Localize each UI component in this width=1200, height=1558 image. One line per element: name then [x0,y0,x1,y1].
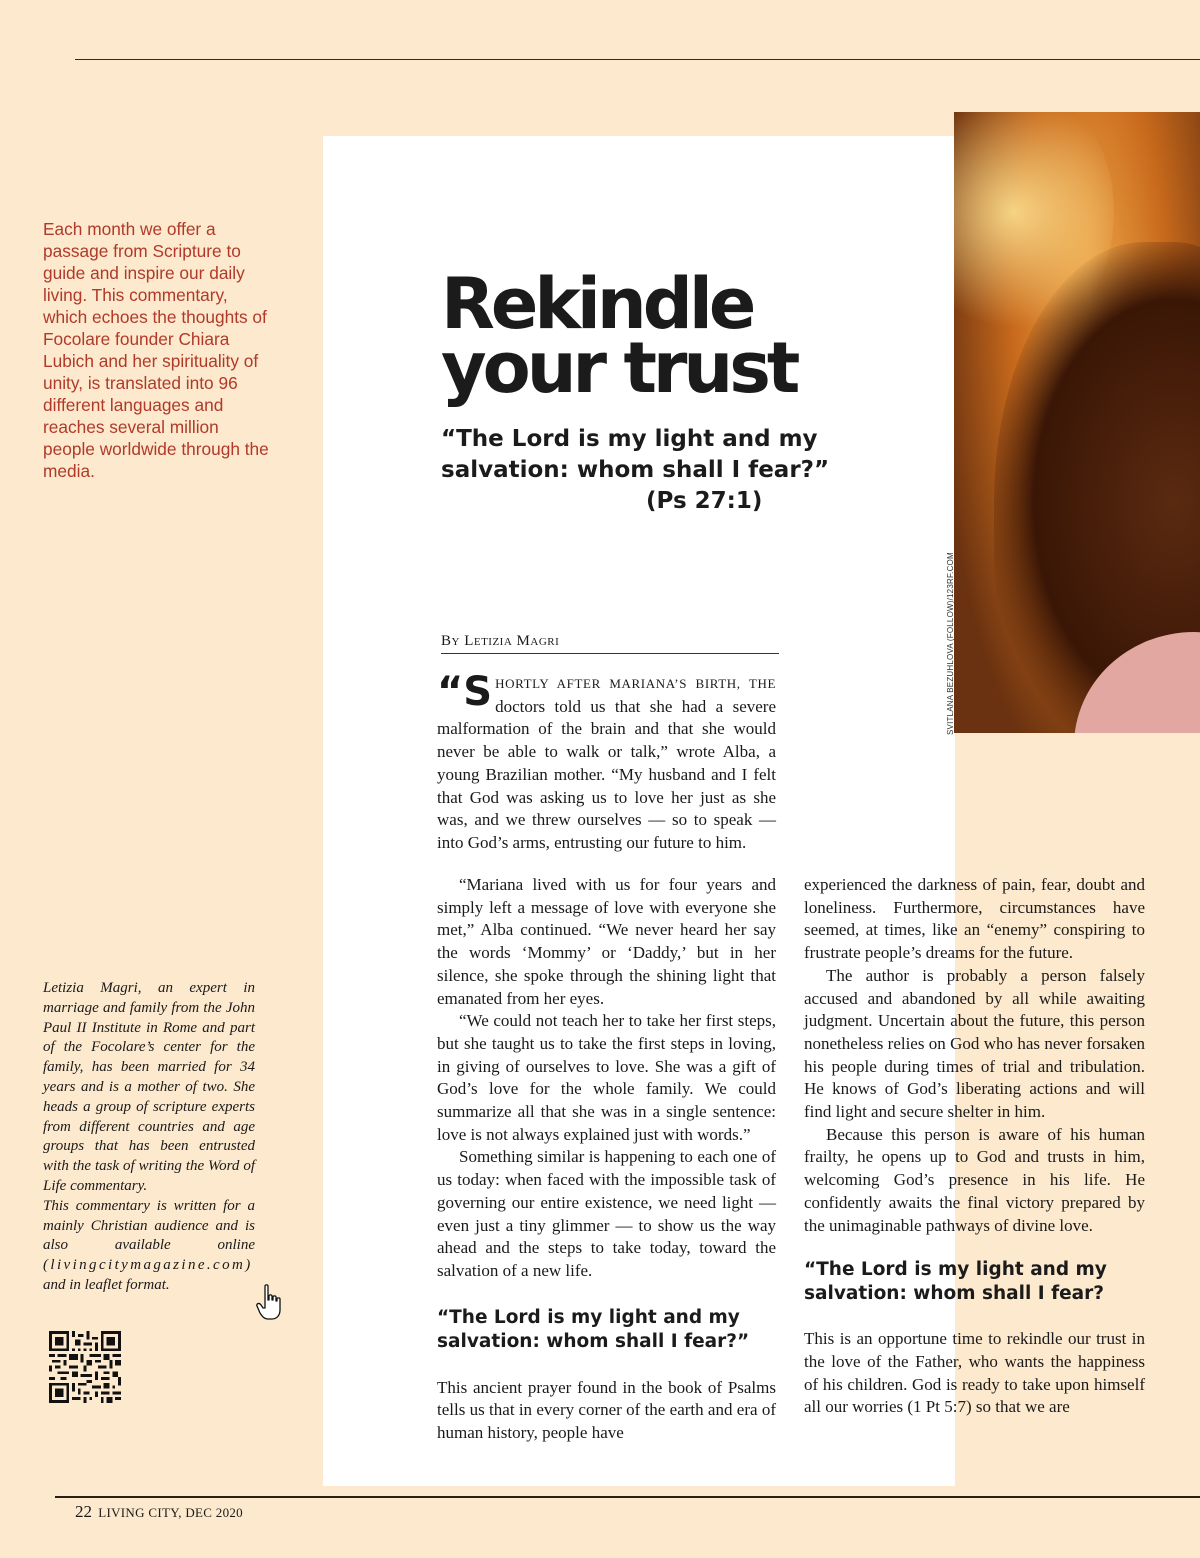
paragraph: Because this person is aware of his human frailty, he opens up to God and trusts in him, welcoming God’s presence in his life. He confidently awaits the final victory prepared by the unimaginable pathways of divine love. [804,1124,1145,1235]
paragraph: “Mariana lived with us for four years and simply left a message of love with everyone she met,” Alba continued. “We never heard her say the words ‘Mommy’ or ‘Daddy,’ but in her silence, she spoke through the shining light that emanated from her eyes. [437,875,776,1008]
hand-pointer-icon [256,1284,284,1322]
bottom-rule [55,1496,1200,1498]
publication-info: LIVING CITY, DEC 2020 [98,1505,243,1520]
intro-blurb: Each month we offer a passage from Scripture to guide and inspire our daily living. This commentary, which echoes the thoughts of Focolare founder Chiara Lubich and her spirituality of unity, is translated into 96 different languages and reaches several million people worldwide through the media. [43,219,269,481]
byline: By Letizia Magri [441,633,779,654]
lead-small-caps: HORTLY AFTER MARIANA’S BIRTH, THE [495,676,776,691]
paragraph: This ancient prayer found in the book of Psalms tells us that in every corner of the earth and era of human history, people have [437,1377,776,1443]
bio-availability: This commentary is written for a mainly Christian audience and is also available online [43,1197,255,1254]
article-subtitle [441,424,911,517]
drop-cap: “S [437,669,493,715]
column-1 [437,874,776,1445]
paragraph: “We could not teach her to take her first steps, but she taught us to take the first steps in loving, in giving of ourselves to love. She was a gift of God’s love for the whole family. We could summarize all that she was in a single sentence: love is not always explained just with words.” [437,1011,776,1144]
title-line-1: Rekindle [441,263,753,345]
top-rule [75,59,1200,60]
photo-credit: SVITLANA BEZUHLOVA (FOLLOW)/123RF.COM [946,552,955,735]
section-heading: “The Lord is my light and my salvation: whom shall I fear? [804,1259,1107,1305]
lead-paragraph [437,669,776,855]
paragraph: experienced the darkness of pain, fear, doubt and loneliness. Furthermore, circumstances have seemed, at times, like an “enemy” conspiring to frustrate people’s dreams for the future. [804,875,1145,963]
lead-text: doctors told us that she had a severe malformation of the brain and that she would never be able to walk or talk,” wrote Alba, a young Brazilian mother. “My husband and I felt that God was asking us to love her just as she was, and we threw ourselves — so to speak — into God’s arms, entrusting our future to him. [437,696,776,852]
bio-format: and in leaflet format. [43,1276,170,1293]
author-bio [43,979,255,1296]
paragraph: Something similar is happening to each one of us today: when faced with the impossible task of governing our entire existence, we need light — even just a tiny glimmer — to show us the way ahead and the steps to take today, toward the salvation of a new life. [437,1147,776,1280]
page-footer [75,1502,243,1522]
scripture-reference: (Ps 27:1) [646,488,763,514]
paragraph: This is an opportune time to rekindle our trust in the love of the Father, who wants the happiness of his children. God is ready to take upon himself all our worries (1 Pt 5:7) so that we are [804,1329,1145,1417]
article-title [441,263,921,409]
page-number: 22 [75,1502,92,1521]
subtitle-quote: “The Lord is my light and my salvation: whom shall I fear?” [441,426,830,483]
paragraph: The author is probably a person falsely accused and abandoned by all while awaiting judgment. Uncertain about the future, this person nonetheless relies on God who has never forsaken his people during times of trial and tribulation. He knows of God’s liberating actions and will find light and secure shelter in him. [804,965,1145,1122]
title-line-2: your trust [441,327,797,409]
article-photo [954,112,1200,733]
website-link[interactable]: (livingcitymagazine.com) [43,1257,253,1274]
qr-code-icon [49,1331,121,1403]
column-2 [804,874,1145,1419]
section-heading: “The Lord is my light and my salvation: whom shall I fear?” [437,1306,750,1352]
bio-text: Letizia Magri, an expert in marriage and family from the John Paul II Institute in Rome and part of the Focolare’s center for the family, has been married for 34 years and is a mother of two. She heads a group of scripture experts from different countries and age groups that has been entrusted with the task of writing the Word of Life commentary. [43,980,255,1194]
